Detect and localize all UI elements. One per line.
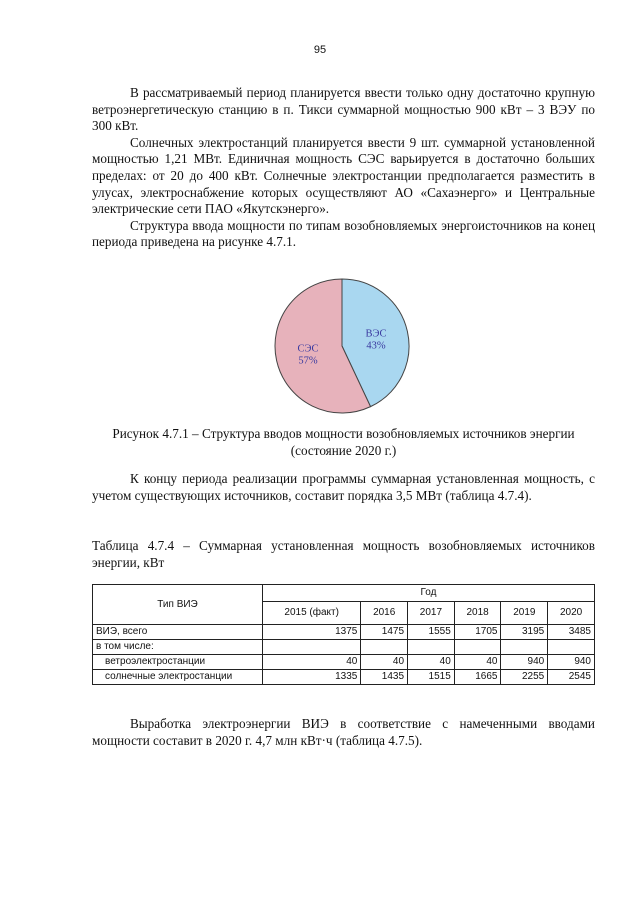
row-label: в том числе: [93,640,263,655]
header-year: 2017 [408,602,455,625]
pie-label: СЭС [297,343,319,355]
pie-value-label: 57% [298,355,318,367]
figure-caption [92,426,595,459]
table-row [93,670,595,685]
table-cell: 40 [263,655,361,670]
row-label: ветроэлектростанции [93,655,263,670]
table-row [93,655,595,670]
table-cell: 3485 [548,625,595,640]
row-label: ВИЭ, всего [93,625,263,640]
table-cell: 1515 [408,670,455,685]
paragraph-output: Выработка электроэнергии ВИЭ в соответствие с намеченными вводами мощности составит в 2020 г. 4,7 млн кВт·ч (таблица 4.7.5). [92,716,595,748]
table-row [93,625,595,640]
pie-chart-svg [270,276,414,416]
table-cell [361,640,408,655]
header-year: 2020 [548,602,595,625]
page-number: 95 [313,44,327,56]
table-title: Таблица 4.7.4 – Суммарная установленная мощность возобновляемых источников энергии, кВт [92,538,595,570]
table-cell: 40 [454,655,501,670]
header-year-group: Год [263,585,595,602]
pie-value-label: 43% [366,340,386,352]
table-cell: 2545 [548,670,595,685]
table-cell: 2255 [501,670,548,685]
table-cell: 1475 [361,625,408,640]
table-cell [263,640,361,655]
paragraph-structure: Структура ввода мощности по типам возобновляемых энергоисточников на конец периода приведена на рисунке 4.7.1. [92,217,595,250]
table-cell [501,640,548,655]
renewables-table [92,584,595,685]
table-cell: 1375 [263,625,361,640]
table-cell: 1335 [263,670,361,685]
header-year: 2018 [454,602,501,625]
header-year: 2016 [361,602,408,625]
table-header-row [93,585,595,602]
header-year: 2015 (факт) [263,602,361,625]
figure-caption-line2: (состояние 2020 г.) [290,442,397,458]
output-text [92,716,595,749]
table-cell [454,640,501,655]
pie-label: ВЭС [365,328,387,340]
pie-chart [270,276,414,416]
header-type: Тип ВИЭ [93,585,263,625]
table-cell: 1555 [408,625,455,640]
table-cell [408,640,455,655]
row-label: солнечные электростанции [93,670,263,685]
paragraph-wind: В рассматриваемый период планируется ввести только одну достаточно крупную ветроэнергетическую станцию в п. Тикси суммарной мощностью 900 кВт – 3 ВЭУ по 300 кВт. [92,85,595,134]
paragraph-solar: Солнечных электростанций планируется ввести 9 шт. суммарной установленной мощностью 1,21 МВт. Единичная мощность СЭС варьируется в достаточно больших пределах: от 20 до 400 кВт. Солнечные электростанции предполагается разместить в улусах, электроснабжение которых осуществляют АО «Сахаэнерго» и Центральные электрические сети ПАО «Якутскэнерго». [92,134,595,217]
table-cell [548,640,595,655]
table-cell: 1665 [454,670,501,685]
table-cell: 40 [408,655,455,670]
table-cell: 3195 [501,625,548,640]
table-cell: 1435 [361,670,408,685]
header-year: 2019 [501,602,548,625]
paragraph-summary: К концу периода реализации программы суммарная установленная мощность, с учетом существующих источников, составит порядка 3,5 МВт (таблица 4.7.4). [92,471,595,503]
summary-text [92,471,595,504]
table-cell: 940 [501,655,548,670]
table-cell: 1705 [454,625,501,640]
figure-caption-line1: Рисунок 4.7.1 – Структура вводов мощности возобновляемых источников энергии [112,426,575,441]
intro-text [92,85,595,251]
table-cell: 40 [361,655,408,670]
table-row [93,640,595,655]
table-cell: 940 [548,655,595,670]
